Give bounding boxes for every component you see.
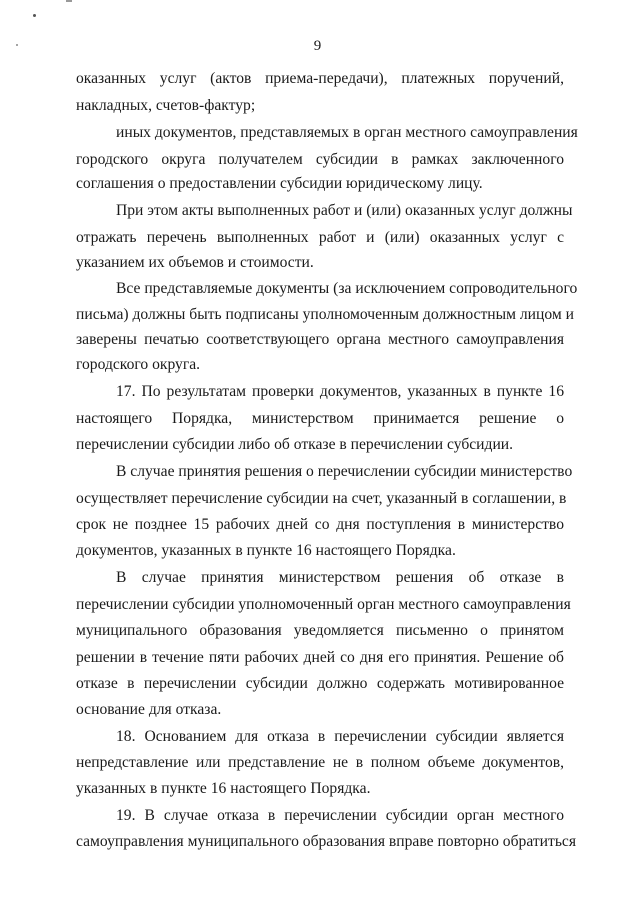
scan-speck (33, 14, 36, 17)
text-line: осуществляет перечисление субсидии на счет, указанный в соглашении, в (76, 490, 567, 507)
text-line: В случае принятия министерством решения об отказе в (116, 569, 564, 586)
text-line: городского округа. (76, 356, 201, 373)
text-line: накладных, счетов-фактур; (76, 97, 256, 114)
text-line: При этом акты выполненных работ и (или) оказанных услуг должны (116, 202, 573, 219)
text-line: перечислении субсидии уполномоченный орган местного самоуправления (76, 596, 571, 613)
text-line: 18. Основанием для отказа в перечислении субсидии является (116, 728, 564, 745)
text-line: заверены печатью соответствующего органа местного самоуправления (76, 331, 564, 348)
scan-speck (66, 0, 72, 2)
text-line: письма) должны быть подписаны уполномоченным должностным лицом и (76, 306, 574, 323)
text-line: Все представляемые документы (за исключением сопроводительного (116, 280, 578, 297)
text-line: настоящего Порядка, министерством принимается решение о (76, 410, 564, 427)
text-line: основание для отказа. (76, 701, 222, 718)
text-line: самоуправления муниципального образования вправе повторно обратиться (76, 833, 577, 850)
text-line: городского округа получателем субсидии в рамках заключенного (76, 151, 564, 168)
text-line: решении в течение пяти рабочих дней со дня его принятия. Решение об (76, 649, 564, 666)
text-line: документов, указанных в пункте 16 настоящего Порядка. (76, 542, 456, 559)
text-line: отражать перечень выполненных работ и (или) оказанных услуг с (76, 229, 564, 246)
text-line: соглашения о предоставлении субсидии юридическому лицу. (76, 175, 483, 192)
text-line: непредставление или представление не в полном объеме документов, (76, 754, 564, 771)
text-line: 19. В случае отказа в перечислении субсидии орган местного (116, 807, 564, 824)
text-line: иных документов, представляемых в орган местного самоуправления (116, 124, 578, 141)
text-line: 17. По результатам проверки документов, указанных в пункте 16 (116, 383, 564, 400)
text-line: срок не позднее 15 рабочих дней со дня поступления в министерство (76, 516, 564, 533)
text-line: указанием их объемов и стоимости. (76, 254, 314, 271)
text-line: указанных в пункте 16 настоящего Порядка. (76, 780, 371, 797)
text-line: отказе в перечислении субсидии должно содержать мотивированное (76, 675, 564, 692)
page-number: 9 (313, 38, 322, 54)
text-line: перечислении субсидии либо об отказе в перечислении субсидии. (76, 436, 514, 453)
text-line: муниципального образования уведомляется письменно о принятом (76, 622, 564, 639)
text-line: оказанных услуг (актов приема-передачи), платежных поручений, (76, 70, 564, 87)
text-line: В случае принятия решения о перечислении субсидии министерство (116, 463, 573, 480)
